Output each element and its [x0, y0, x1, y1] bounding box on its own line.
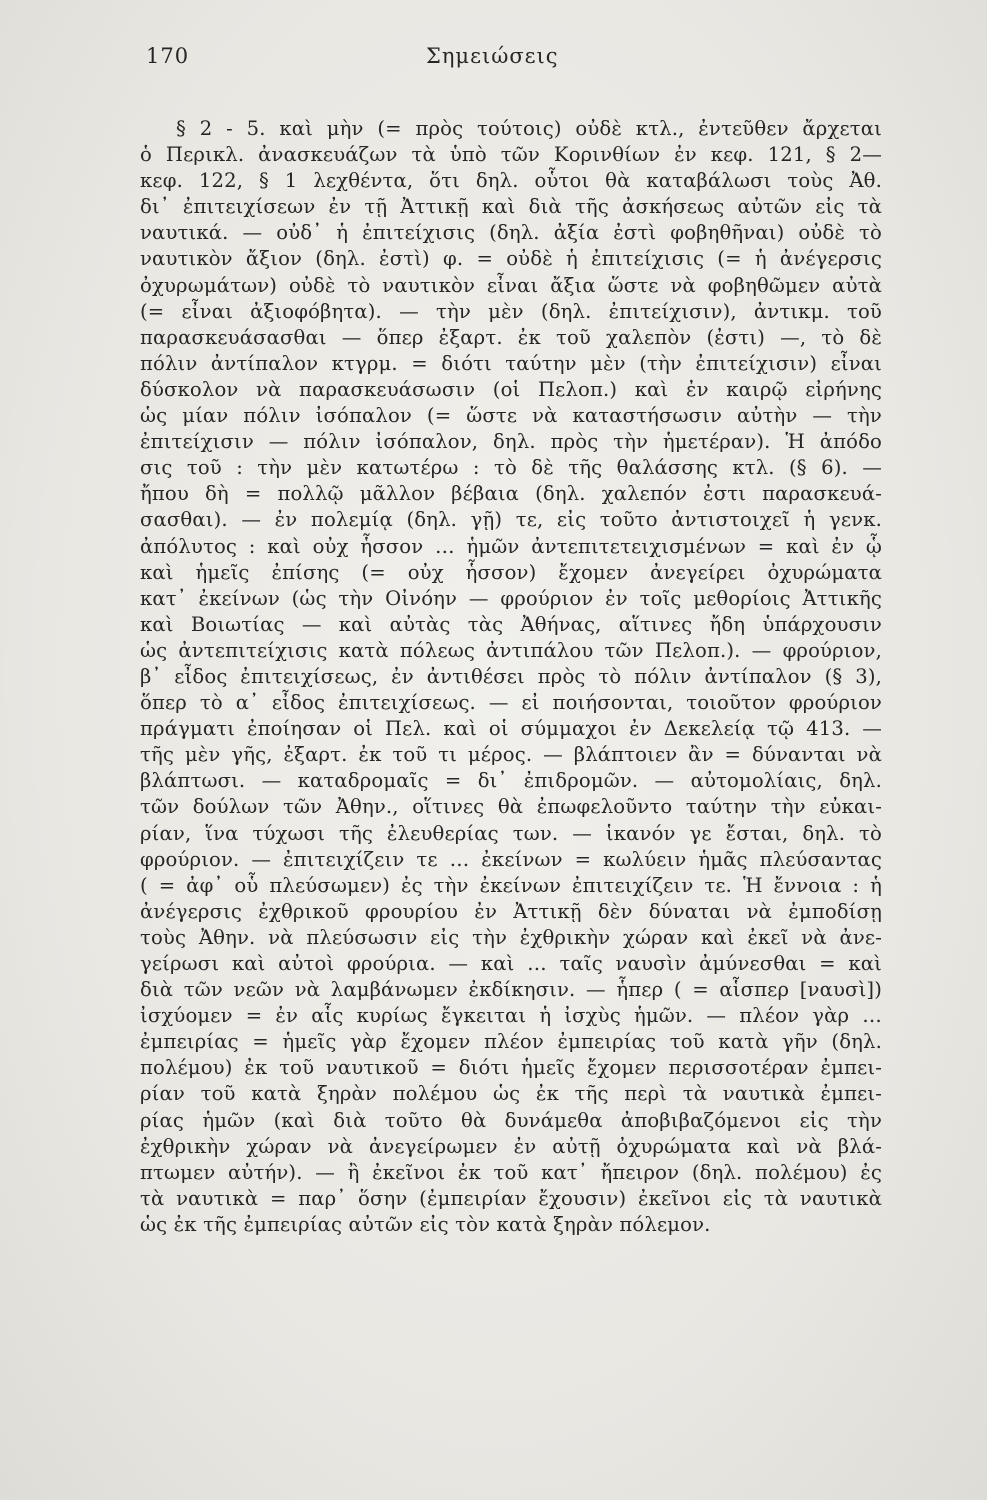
text-line: ὡς ἐκ τῆς ἐμπειρίας αὐτῶν εἰς τὸν κατὰ ξηρὰν πόλεμον. — [140, 1212, 711, 1236]
text-line: σασθαι). — ἐν πολεμίᾳ (δηλ. γῇ) τε, εἰς τοῦτο ἀντιστοιχεῖ ἡ γενκ. — [140, 508, 882, 532]
text-line: ἐμπειρίας = ἡμεῖς γὰρ ἔχομεν πλέον ἐμπειρίας τοῦ κατὰ γῆν (δηλ. — [140, 1030, 882, 1054]
text-line: βλάπτωσι. — καταδρομαῖς = δι᾽ ἐπιδρομῶν. — αὐτομολίαις, δηλ. — [140, 769, 882, 793]
text-line: ἀνέγερσις ἐχθρικοῦ φρουρίου ἐν Ἀττικῇ δὲν δύναται νὰ ἐμποδίσῃ — [140, 899, 882, 923]
text-line: τῆς μὲν γῆς, ἐξαρτ. ἐκ τοῦ τι μέρος. — βλάπτοιεν ἂν = δύνανται νὰ — [140, 743, 882, 767]
text-line: ρίας ἡμῶν (καὶ διὰ τοῦτο θὰ δυνάμεθα ἀποβιβαζόμενοι εἰς τὴν — [140, 1108, 882, 1132]
text-line: δύσκολον νὰ παρασκευάσωσιν (οἱ Πελοπ.) καὶ ἐν καιρῷ εἰρήνης — [140, 377, 882, 401]
text-line: ὁ Περικλ. ἀνασκευάζων τὰ ὑπὸ τῶν Κορινθίων ἐν κεφ. 121, § 2— — [140, 143, 882, 167]
text-line: διὰ τῶν νεῶν νὰ λαμβάνωμεν ἐκδίκησιν. — ἧπερ ( = αἷσπερ [ναυσὶ]) — [140, 978, 882, 1002]
text-line: ναυτικὸν ἄξιον (δηλ. ἐστὶ) φ. = οὐδὲ ἡ ἐπιτείχισις (= ἡ ἀνέγερσις — [140, 247, 882, 271]
text-line: τῶν δούλων τῶν Ἀθην., οἵτινες θὰ ἐπωφελοῦντο ταύτην τὴν εὐκαι- — [140, 795, 882, 819]
text-line: φρούριον. — ἐπιτειχίζειν τε … ἐκείνων = κωλύειν ἡμᾶς πλεύσαντας — [140, 847, 882, 871]
text-line: § 2 - 5. καὶ μὴν (= πρὸς τούτοις) οὐδὲ κτλ., ἐντεῦθεν ἄρχεται — [176, 117, 882, 140]
text-line: τοὺς Ἀθην. νὰ πλεύσωσιν εἰς τὴν ἐχθρικὴν χώραν καὶ ἐκεῖ νὰ ἀνε- — [140, 925, 882, 949]
text-line: ὡς μίαν πόλιν ἰσόπαλον (= ὥστε νὰ καταστήσωσιν αὐτὴν — τὴν — [140, 404, 882, 428]
text-line: δι᾽ ἐπιτειχίσεων ἐν τῇ Ἀττικῇ καὶ διὰ τῆς ἀσκήσεως αὐτῶν εἰς τὰ — [140, 195, 882, 219]
text-line: πολέμου) ἐκ τοῦ ναυτικοῦ = διότι ἡμεῖς ἔχομεν περισσοτέραν ἐμπει- — [140, 1056, 882, 1080]
text-line: πράγματι ἐποίησαν οἱ Πελ. καὶ οἱ σύμμαχοι ἐν Δεκελείᾳ τῷ 413. — — [140, 717, 882, 741]
text-line: ρίαν τοῦ κατὰ ξηρὰν πολέμου ὡς ἐκ τῆς περὶ τὰ ναυτικὰ ἐμπει- — [140, 1082, 882, 1106]
text-line: καὶ ἡμεῖς ἐπίσης (= οὐχ ἧσσον) ἔχομεν ἀνεγείρει ὀχυρώματα — [140, 560, 882, 584]
running-title: Σημειώσεις — [426, 44, 559, 68]
text-line: ὡς ἀντεπιτείχισις κατὰ πόλεως ἀντιπάλου τῶν Πελοπ.). — φρούριον, — [140, 638, 882, 662]
text-line: καὶ Βοιωτίας — καὶ αὐτὰς τὰς Ἀθήνας, αἵτινες ἤδη ὑπάρχουσιν — [140, 612, 882, 636]
text-line: ( = ἀφ᾽ οὗ πλεύσωμεν) ἐς τὴν ἐκείνων ἐπιτειχίζειν τε. Ἡ ἔννοια : ἡ — [140, 873, 882, 897]
text-line: ἰσχύομεν = ἐν αἷς κυρίως ἔγκειται ἡ ἰσχὺς ἡμῶν. — πλέον γὰρ … — [140, 1004, 882, 1028]
text-line: πόλιν ἀντίπαλον κτγρμ. = διότι ταύτην μὲν (τὴν ἐπιτείχισιν) εἶναι — [140, 351, 882, 375]
text-line: ναυτικά. — οὐδ᾽ ἡ ἐπιτείχισις (δηλ. ἀξία ἐστὶ φοβηθῆναι) οὐδὲ τὸ — [140, 221, 882, 245]
text-line: παρασκευάσασθαι — ὅπερ ἐξαρτ. ἐκ τοῦ χαλεπὸν (ἐστι) —, τὸ δὲ — [140, 325, 882, 349]
text-line: (= εἶναι ἀξιοφόβητα). — τὴν μὲν (δηλ. ἐπιτείχισιν), ἀντικμ. τοῦ — [140, 299, 882, 323]
text-line: ὀχυρωμάτων) οὐδὲ τὸ ναυτικὸν εἶναι ἄξια ὥστε νὰ φοβηθῶμεν αὐτὰ — [140, 273, 882, 297]
text-line: πτωμεν αὐτήν). — ἢ ἐκεῖνοι ἐκ τοῦ κατ᾽ ἤπειρον (δηλ. πολέμου) ἐς — [140, 1160, 882, 1184]
notes-text — [140, 116, 882, 1238]
text-line: ὅπερ τὸ α᾽ εἶδος ἐπιτειχίσεως. — εἰ ποιήσονται, τοιοῦτον φρούριον — [140, 691, 882, 715]
text-line: τὰ ναυτικὰ = παρ᾽ ὅσην (ἐμπειρίαν ἔχουσιν) ἐκεῖνοι εἰς τὰ ναυτικὰ — [140, 1186, 882, 1210]
text-line: γείρωσι καὶ αὐτοὶ φρούρια. — καὶ … ταῖς ναυσὶν ἀμύνεσθαι = καὶ — [140, 952, 882, 975]
page-header — [146, 44, 846, 76]
text-line: ἐχθρικὴν χώραν νὰ ἀνεγείρωμεν ἐν αὐτῇ ὀχυρώματα καὶ νὰ βλά- — [140, 1134, 882, 1158]
text-line: σις τοῦ : τὴν μὲν κατωτέρω : τὸ δὲ τῆς θαλάσσης κτλ. (§ 6). — — [140, 456, 882, 480]
text-line: ἐπιτείχισιν — πόλιν ἰσόπαλον, δηλ. πρὸς τὴν ἡμετέραν). Ἡ ἀπόδο — [140, 430, 882, 454]
text-line: ρίαν, ἵνα τύχωσι τῆς ἐλευθερίας των. — ἱκανόν γε ἔσται, δηλ. τὸ — [140, 821, 882, 845]
text-line: β᾽ εἶδος ἐπιτειχίσεως, ἐν ἀντιθέσει πρὸς τὸ πόλιν ἀντίπαλον (§ 3), — [140, 664, 882, 688]
text-line: κεφ. 122, § 1 λεχθέντα, ὅτι δηλ. οὗτοι θὰ καταβάλωσι τοὺς Ἀθ. — [140, 169, 882, 193]
page-number: 170 — [146, 44, 190, 68]
text-line: κατ᾽ ἐκείνων (ὡς τὴν Οἰνόην — φρούριον ἐν τοῖς μεθορίοις Ἀττικῆς — [140, 586, 882, 610]
text-line: ἤπου δὴ = πολλῷ μᾶλλον βέβαια (δηλ. χαλεπόν ἐστι παρασκευά- — [140, 482, 882, 506]
text-line: ἀπόλυτος : καὶ οὐχ ἧσσον … ἡμῶν ἀντεπιτετειχισμένων = καὶ ἐν ᾧ — [140, 534, 882, 558]
